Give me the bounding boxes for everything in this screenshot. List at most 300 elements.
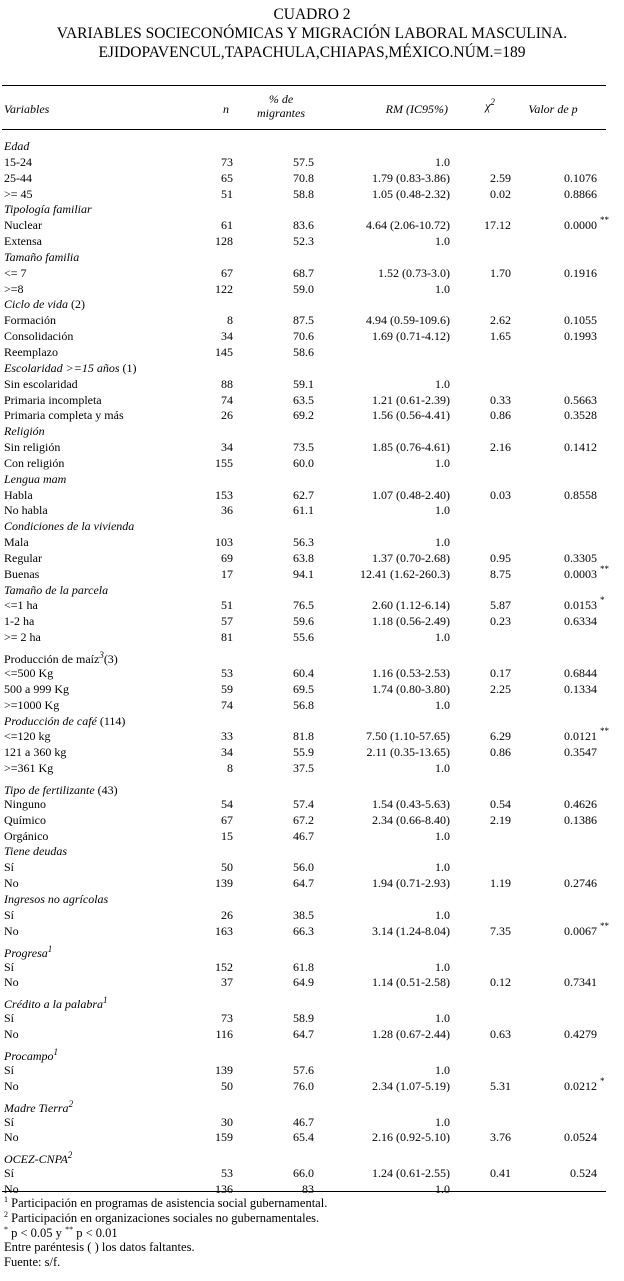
cell-p-value: 0.3547: [564, 745, 597, 760]
label-missing-count: (43): [94, 782, 118, 797]
cell-n: 36: [221, 503, 233, 518]
table-group-header: [0, 424, 624, 440]
cell-variable: [4, 393, 102, 409]
table-row: [0, 377, 624, 393]
cell-p-value: 0.0000: [564, 218, 597, 233]
cell-variable: [4, 171, 32, 187]
label-text: Extensa: [4, 234, 42, 249]
footnote-sig-marker-1: *: [4, 1224, 8, 1234]
cell-variable: [4, 598, 38, 614]
table-group-header: [0, 297, 624, 313]
cell-variable: [4, 329, 73, 345]
cell-odds-ratio: 1.21 (0.61-2.39): [372, 392, 450, 407]
label-text: Orgánico: [4, 828, 49, 843]
table-row: [0, 876, 624, 892]
cell-variable: [4, 698, 59, 714]
footnote-2-marker: 2: [4, 1209, 8, 1219]
cell-chi-square: 7.35: [490, 923, 511, 938]
group-label: [4, 297, 85, 313]
footnotes: [4, 1196, 614, 1270]
label-text: Formación: [4, 313, 56, 328]
label-text: Sí: [4, 1114, 15, 1129]
label-superscript: 1: [53, 1046, 59, 1057]
cell-percent: 76.0: [293, 1078, 314, 1093]
cell-variable: [4, 1166, 14, 1182]
cell-odds-ratio: 1.0: [435, 1011, 450, 1026]
cell-n: 69: [221, 550, 233, 565]
header-n: n: [223, 102, 229, 116]
footnote-1-marker: 1: [4, 1194, 8, 1204]
cell-odds-ratio: 1.0: [435, 234, 450, 249]
group-label: [4, 519, 134, 535]
table-group-header: [0, 519, 624, 535]
cell-chi-square: 2.62: [490, 313, 511, 328]
label-text: Tamaño de la parcela: [4, 582, 109, 597]
label-text: Tipo de fertilizante: [4, 782, 95, 797]
cell-percent: 62.7: [293, 487, 314, 502]
table-row: [0, 563, 624, 583]
cell-variable: [4, 1011, 14, 1027]
cell-percent: 37.5: [293, 761, 314, 776]
cell-p-value: 0.6844: [564, 666, 597, 680]
cell-odds-ratio: 1.28 (0.67-2.44): [372, 1027, 450, 1042]
table-group-header: [0, 940, 624, 960]
footnote-significance: [4, 1226, 614, 1241]
label-missing-count: (2): [67, 297, 85, 312]
label-missing-count: (3): [103, 652, 118, 666]
group-label: [4, 202, 92, 218]
cell-variable: [4, 761, 53, 777]
table-group-header: [0, 646, 624, 666]
header-chi-square: [470, 95, 510, 113]
label-text: 500 a 999 Kg: [4, 681, 69, 696]
table-group-header: [0, 844, 624, 860]
header-percent-line1: % de: [268, 92, 294, 106]
title-line-3: EJIDOPAVENCUL,TAPACHULA,CHIAPAS,MÉXICO.NÚM.=189: [98, 44, 526, 61]
table-body: [0, 139, 624, 1198]
cell-odds-ratio: 1.0: [435, 154, 450, 169]
cell-chi-square: 2.16: [490, 440, 511, 455]
cell-n: 34: [221, 329, 233, 344]
cell-odds-ratio: 1.24 (0.61-2.55): [372, 1166, 450, 1181]
cell-odds-ratio: 1.14 (0.51-2.58): [372, 975, 450, 990]
label-text: >= 2 ha: [4, 630, 41, 645]
cell-variable: [4, 682, 69, 698]
label-text: Sin escolaridad: [4, 376, 78, 391]
cell-percent: 61.8: [293, 959, 314, 974]
label-text: Químico: [4, 812, 46, 827]
cell-variable: [4, 535, 29, 551]
cell-percent: 46.7: [293, 828, 314, 843]
cell-odds-ratio: 1.0: [435, 1182, 450, 1197]
table-header: [0, 86, 624, 129]
cell-n: 8: [227, 761, 233, 776]
cell-n: 67: [221, 265, 233, 280]
cell-odds-ratio: 1.94 (0.71-2.93): [372, 876, 450, 891]
cell-chi-square: 5.87: [490, 598, 511, 613]
table-row: [0, 1063, 624, 1079]
cell-chi-square: 1.70: [490, 265, 511, 280]
cell-n: 139: [215, 876, 233, 891]
cell-odds-ratio: 1.0: [435, 959, 450, 974]
table-group-header: [0, 1146, 624, 1166]
cell-chi-square: 0.41: [490, 1166, 511, 1181]
table-title: [0, 0, 624, 67]
table-row: [0, 393, 624, 409]
cell-percent: 76.5: [293, 598, 314, 613]
label-text: Tipología familiar: [4, 202, 92, 217]
cell-p-value: 0.3528: [564, 408, 597, 423]
table-row: [0, 595, 624, 614]
cell-percent: 87.5: [293, 313, 314, 328]
cell-percent: 60.0: [293, 455, 314, 470]
cell-odds-ratio: 1.52 (0.73-3.0): [378, 265, 450, 280]
cell-n: 81: [221, 630, 233, 645]
cell-p-value: 0.0003: [564, 566, 597, 581]
cell-chi-square: 0.63: [490, 1027, 511, 1042]
cell-percent: 64.7: [293, 1027, 314, 1042]
cell-percent: 67.2: [293, 812, 314, 827]
cell-p-value: 0.1386: [564, 812, 597, 827]
cell-n: 136: [215, 1182, 233, 1197]
label-text: No: [4, 1130, 19, 1145]
cell-chi-square: 0.54: [490, 796, 511, 811]
table-group-header: [0, 777, 624, 797]
table-row: [0, 535, 624, 551]
label-text: Sí: [4, 1011, 15, 1026]
label-text: Religión: [4, 424, 45, 439]
cell-variable: [4, 218, 42, 234]
header-chi-sup: 2: [490, 97, 495, 107]
label-text: Sin religión: [4, 440, 61, 455]
cell-p-value: 0.5663: [564, 392, 597, 407]
label-text: Reemplazo: [4, 344, 58, 359]
group-label: [4, 844, 67, 860]
group-label: [4, 361, 137, 377]
cell-variable: [4, 440, 60, 456]
cell-odds-ratio: 12.41 (1.62-260.3): [360, 566, 450, 581]
label-text: No: [4, 1182, 19, 1197]
cell-p-value: 0.4279: [564, 1027, 597, 1042]
table-row: [0, 1130, 624, 1146]
table-row: [0, 171, 624, 187]
table-row: [0, 155, 624, 171]
cell-percent: 59.0: [293, 281, 314, 296]
cell-percent: 58.9: [293, 1011, 314, 1026]
label-text: 15-24: [4, 154, 32, 169]
cell-percent: 60.4: [293, 666, 314, 680]
label-text: Sí: [4, 1166, 15, 1181]
table-row: [0, 313, 624, 329]
cell-variable: [4, 829, 48, 845]
cell-percent: 66.3: [293, 923, 314, 938]
cell-n: 128: [215, 234, 233, 249]
cell-percent: 69.2: [293, 408, 314, 423]
bottom-rule: [2, 1191, 606, 1192]
cell-p-value: 0.0067: [564, 923, 597, 938]
cell-percent: 57.6: [293, 1062, 314, 1077]
cell-odds-ratio: 1.0: [435, 630, 450, 645]
cell-n: 17: [221, 566, 233, 581]
table-group-header: [0, 472, 624, 488]
cell-n: 51: [221, 186, 233, 201]
cell-percent: 66.0: [293, 1166, 314, 1181]
cell-odds-ratio: 2.60 (1.12-6.14): [372, 598, 450, 613]
cell-n: 88: [221, 376, 233, 391]
cell-odds-ratio: 1.0: [435, 828, 450, 843]
cell-odds-ratio: 1.0: [435, 860, 450, 875]
cell-variable: [4, 908, 14, 924]
table-row: [0, 234, 624, 250]
label-text: Madre Tierra: [4, 1100, 69, 1115]
cell-variable: [4, 567, 39, 583]
label-text: No: [4, 1027, 19, 1042]
cell-n: 163: [215, 923, 233, 938]
cell-percent: 56.3: [293, 535, 314, 550]
table-row: [0, 345, 624, 361]
cell-n: 139: [215, 1062, 233, 1077]
cell-variable: [4, 813, 46, 829]
label-text: Lengua mam: [4, 471, 67, 486]
table-group-header: [0, 583, 624, 599]
cell-n: 152: [215, 959, 233, 974]
cell-p-value: 0.0153: [564, 598, 597, 613]
cell-n: 73: [221, 154, 233, 169]
table-row: [0, 1166, 624, 1182]
cell-variable: [4, 313, 56, 329]
cell-variable: [4, 666, 53, 682]
label-text: No: [4, 1078, 19, 1093]
footnote-2-text: Participación en organizaciones sociales no gubernamentales.: [8, 1210, 320, 1225]
cell-variable: [4, 1027, 19, 1043]
group-label: [4, 424, 45, 440]
cell-variable: [4, 266, 27, 282]
table-row: [0, 975, 624, 991]
table-row: [0, 682, 624, 698]
cell-variable: [4, 745, 66, 761]
header-variables: Variables: [4, 102, 50, 116]
table-group-header: [0, 991, 624, 1011]
cell-odds-ratio: 2.11 (0.35-13.65): [366, 745, 450, 760]
label-text: Edad: [4, 139, 30, 153]
cell-n: 74: [221, 697, 233, 712]
cell-n: 73: [221, 1011, 233, 1026]
significance-marker: **: [600, 920, 609, 931]
table-row: [0, 215, 624, 234]
label-superscript: 2: [67, 1150, 73, 1161]
label-text: Progresa: [4, 945, 48, 960]
cell-percent: 65.4: [293, 1130, 314, 1145]
label-missing-count: (114): [96, 713, 126, 728]
table-row: [0, 440, 624, 456]
cell-chi-square: 2.19: [490, 812, 511, 827]
cell-variable: [4, 1115, 14, 1131]
cell-variable: [4, 282, 24, 298]
cell-n: 116: [215, 1027, 233, 1042]
cell-chi-square: 1.19: [490, 876, 511, 891]
cell-variable: [4, 456, 64, 472]
table-row: [0, 1027, 624, 1043]
cell-chi-square: 2.25: [490, 681, 511, 696]
header-percent-migrants: [246, 92, 316, 120]
group-label: [4, 714, 125, 730]
cell-variable: [4, 1063, 14, 1079]
significance-marker: **: [600, 726, 609, 737]
cell-p-value: 0.1993: [564, 329, 597, 344]
cell-odds-ratio: 1.16 (0.53-2.53): [372, 666, 450, 680]
cell-percent: 55.6: [293, 630, 314, 645]
label-text: Sí: [4, 907, 15, 922]
cell-odds-ratio: 3.14 (1.24-8.04): [372, 923, 450, 938]
label-text: Primaria completa y más: [4, 408, 124, 423]
cell-n: 33: [221, 729, 233, 744]
table-row: [0, 456, 624, 472]
cell-p-value: 0.1076: [564, 170, 597, 185]
cell-odds-ratio: 4.94 (0.59-109.6): [366, 313, 450, 328]
cell-odds-ratio: 1.85 (0.76-4.61): [372, 440, 450, 455]
group-label: [4, 472, 66, 488]
label-text: Buenas: [4, 566, 40, 581]
label-text: Sí: [4, 959, 15, 974]
cell-odds-ratio: 1.0: [435, 907, 450, 922]
cell-variable: [4, 551, 42, 567]
cell-variable: [4, 797, 46, 813]
cell-p-value: 0.8558: [564, 487, 597, 502]
cell-percent: 59.1: [293, 376, 314, 391]
table-row: [0, 1011, 624, 1027]
table-row: [0, 698, 624, 714]
cell-n: 74: [221, 392, 233, 407]
cell-odds-ratio: 1.0: [435, 1062, 450, 1077]
cell-percent: 63.8: [293, 550, 314, 565]
cell-odds-ratio: 7.50 (1.10-57.65): [366, 729, 450, 744]
label-text: >=361 Kg: [4, 761, 54, 776]
cell-chi-square: 0.12: [490, 975, 511, 990]
cell-p-value: 0.0524: [564, 1130, 597, 1145]
label-text: Con religión: [4, 455, 65, 470]
table-row: [0, 813, 624, 829]
label-text: Regular: [4, 550, 42, 565]
cell-chi-square: 0.86: [490, 745, 511, 760]
cell-variable: [4, 960, 14, 976]
table-row: [0, 488, 624, 504]
title-line-1: CUADRO 2: [273, 6, 351, 23]
cell-n: 53: [221, 666, 233, 680]
cell-percent: 73.5: [293, 440, 314, 455]
footnote-source: Fuente: s/f.: [4, 1255, 61, 1270]
cell-n: 61: [221, 218, 233, 233]
cell-percent: 63.5: [293, 392, 314, 407]
cell-n: 50: [221, 860, 233, 875]
group-label: [4, 250, 79, 266]
cell-odds-ratio: 2.34 (1.07-5.19): [372, 1078, 450, 1093]
cell-n: 53: [221, 1166, 233, 1181]
label-text: >= 45: [4, 186, 33, 201]
cell-p-value: 0.7341: [564, 975, 597, 990]
cell-percent: 61.1: [293, 503, 314, 518]
label-text: Sí: [4, 1062, 15, 1077]
footnote-sig-text-2: p < 0.01: [73, 1225, 118, 1240]
cell-p-value: 0.0121: [564, 729, 597, 744]
cell-variable: [4, 408, 124, 424]
label-text: Habla: [4, 487, 33, 502]
label-text: Mala: [4, 535, 29, 550]
table-group-header: [0, 1095, 624, 1115]
cell-chi-square: 0.95: [490, 550, 511, 565]
table-row: [0, 829, 624, 845]
cell-odds-ratio: 1.0: [435, 281, 450, 296]
cell-n: 26: [221, 907, 233, 922]
cell-variable: [4, 488, 33, 504]
cell-percent: 59.6: [293, 614, 314, 629]
group-label: [4, 583, 108, 599]
cell-percent: 58.8: [293, 186, 314, 201]
cell-n: 30: [221, 1114, 233, 1129]
cell-percent: 57.5: [293, 154, 314, 169]
label-superscript: 1: [103, 995, 108, 1006]
cell-variable: [4, 187, 33, 203]
table-row: [0, 860, 624, 876]
cell-odds-ratio: 1.54 (0.43-5.63): [372, 796, 450, 811]
label-superscript: 1: [47, 943, 53, 954]
cell-variable: [4, 729, 51, 745]
footnote-missing-data: Entre paréntesis ( ) los datos faltantes.: [4, 1240, 195, 1255]
cell-variable: [4, 1130, 19, 1146]
table-row: [0, 1075, 624, 1095]
cell-variable: [4, 155, 32, 171]
table-row: [0, 797, 624, 813]
label-text: Crédito a la palabra: [4, 997, 104, 1012]
table-row: [0, 920, 624, 940]
label-missing-count: (1): [119, 360, 137, 375]
significance-marker: *: [600, 1075, 605, 1086]
cell-p-value: 0.6334: [564, 614, 597, 629]
label-text: >=8: [4, 281, 24, 296]
cell-n: 15: [221, 828, 233, 843]
cell-n: 155: [215, 455, 233, 470]
cell-chi-square: 0.03: [490, 487, 511, 502]
footnote-1: [4, 1196, 614, 1211]
cell-n: 26: [221, 408, 233, 423]
cell-percent: 64.7: [293, 876, 314, 891]
label-text: 25-44: [4, 170, 32, 185]
label-text: >=1000 Kg: [4, 697, 60, 712]
cell-percent: 81.8: [293, 729, 314, 744]
cell-p-value: 0.0212: [564, 1078, 597, 1093]
cell-odds-ratio: 1.0: [435, 697, 450, 712]
cell-percent: 69.5: [293, 681, 314, 696]
cell-n: 54: [221, 796, 233, 811]
cell-p-value: 0.1334: [564, 681, 597, 696]
cell-chi-square: 6.29: [490, 729, 511, 744]
table-row: [0, 503, 624, 519]
label-text: Tiene deudas: [4, 844, 67, 859]
cell-n: 8: [227, 313, 233, 328]
label-text: Consolidación: [4, 329, 74, 344]
cell-chi-square: 0.33: [490, 392, 511, 407]
cell-variable: [4, 1079, 19, 1095]
cell-percent: 57.4: [293, 796, 314, 811]
label-text: Sí: [4, 860, 15, 875]
significance-marker: *: [600, 595, 605, 606]
cell-chi-square: 0.23: [490, 614, 511, 629]
table-row: [0, 745, 624, 761]
table-row: [0, 551, 624, 567]
label-text: No habla: [4, 503, 48, 518]
cell-n: 67: [221, 812, 233, 827]
table-group-header: [0, 1043, 624, 1063]
cell-odds-ratio: 4.64 (2.06-10.72): [366, 218, 450, 233]
